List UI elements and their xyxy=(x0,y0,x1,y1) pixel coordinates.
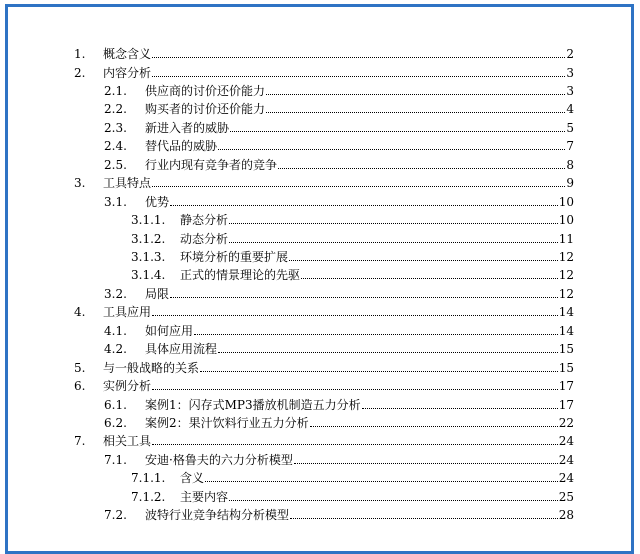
toc-entry-number: 6.2. xyxy=(104,416,127,430)
toc-entry-line xyxy=(145,506,574,524)
toc-entry-title[interactable]: 环境分析的重要扩展 xyxy=(180,249,289,264)
toc-entry-number: 2.3. xyxy=(104,120,127,135)
toc-entry[interactable] xyxy=(8,82,631,100)
toc-dot-leader xyxy=(266,100,565,113)
toc-dot-leader xyxy=(290,506,558,519)
toc-entry-page: 25 xyxy=(558,489,574,504)
toc-entry-page: 22 xyxy=(558,416,574,430)
toc-entry[interactable] xyxy=(8,469,631,487)
toc-entry-title[interactable]: 内容分析 xyxy=(103,65,152,80)
toc-entry-title[interactable]: 主要内容 xyxy=(180,489,229,504)
toc-entry-line xyxy=(145,322,574,340)
toc-dot-leader xyxy=(230,119,565,132)
toc-entry-line xyxy=(145,82,574,100)
toc-dot-leader xyxy=(152,303,558,316)
toc-entry-line xyxy=(180,266,574,284)
toc-dot-leader xyxy=(152,432,558,445)
toc-entry-number: 6. xyxy=(74,379,86,394)
toc-entry[interactable] xyxy=(8,156,631,174)
toc-entry[interactable] xyxy=(8,45,631,63)
toc-entry-number: 3.1. xyxy=(104,194,127,209)
toc-entry[interactable] xyxy=(8,137,631,155)
toc-entry-title[interactable]: 工具特点 xyxy=(103,176,152,191)
toc-entry-number: 2.2. xyxy=(104,102,127,117)
toc-entry-page: 11 xyxy=(558,231,574,246)
toc-entry-line xyxy=(180,230,574,248)
toc-entry-page: 7 xyxy=(566,139,574,154)
toc-entry-title[interactable]: 与一般战略的关系 xyxy=(103,360,200,375)
toc-entry-page: 24 xyxy=(558,471,574,486)
toc-dot-leader xyxy=(310,414,558,427)
toc-entry[interactable] xyxy=(8,100,631,118)
toc-entry-number: 2.1. xyxy=(104,83,127,98)
toc-entry-number: 7.1.1. xyxy=(131,471,166,486)
toc-entry[interactable] xyxy=(8,377,631,395)
toc-entry-title[interactable]: 购买者的讨价还价能力 xyxy=(145,102,266,117)
toc-entry-line xyxy=(103,64,574,82)
toc-entry-number: 7.1. xyxy=(104,452,127,467)
toc-entry-line xyxy=(145,137,574,155)
toc-entry-page: 5 xyxy=(566,120,574,135)
document-frame xyxy=(5,4,634,554)
toc-entry-number: 3.1.3. xyxy=(131,249,166,264)
toc-entry-line xyxy=(145,340,574,358)
toc-entry-line xyxy=(145,156,574,174)
toc-entry-page: 10 xyxy=(558,213,574,227)
toc-entry-page: 17 xyxy=(558,379,574,394)
toc-entry[interactable] xyxy=(8,396,631,414)
toc-entry[interactable] xyxy=(8,303,631,321)
toc-entry-number: 2.4. xyxy=(104,139,127,154)
toc-entry-title[interactable]: 优势 xyxy=(145,194,170,209)
toc-entry-page: 17 xyxy=(558,397,574,412)
toc-entry-page: 3 xyxy=(566,83,574,98)
toc-entry-number: 4.1. xyxy=(104,323,127,338)
toc-entry-page: 12 xyxy=(558,249,574,264)
toc-dot-leader xyxy=(152,174,565,187)
toc-entry-title[interactable]: 静态分析 xyxy=(180,213,229,227)
toc-entry-number: 4. xyxy=(74,305,86,320)
toc-dot-leader xyxy=(218,340,558,353)
toc-entry-title[interactable]: 案例2：果汁饮料行业五力分析 xyxy=(145,416,309,430)
toc-entry-number: 6.1. xyxy=(104,397,127,412)
toc-entry-page: 28 xyxy=(558,508,574,523)
toc-entry-page: 15 xyxy=(558,342,574,357)
toc-entry-line xyxy=(145,451,574,469)
toc-entry-title[interactable]: 实例分析 xyxy=(103,379,152,394)
toc-entry[interactable] xyxy=(8,64,631,82)
toc-entry[interactable] xyxy=(8,266,631,284)
toc-entry-line xyxy=(103,377,574,395)
toc-dot-leader xyxy=(170,285,558,298)
toc-entry[interactable] xyxy=(8,506,631,524)
toc-entry[interactable] xyxy=(8,230,631,248)
toc-entry[interactable] xyxy=(8,174,631,192)
toc-dot-leader xyxy=(218,137,565,150)
toc-entry-line xyxy=(145,285,574,303)
toc-entry[interactable] xyxy=(8,193,631,211)
toc-entry-number: 4.2. xyxy=(104,342,127,357)
toc-entry[interactable] xyxy=(8,432,631,450)
toc-dot-leader xyxy=(362,396,558,409)
toc-entry-page: 3 xyxy=(566,65,574,80)
toc-entry-title[interactable]: 供应商的讨价还价能力 xyxy=(145,83,266,98)
toc-entry-line xyxy=(145,396,574,414)
toc-entry-page: 8 xyxy=(566,157,574,172)
toc-entry-page: 2 xyxy=(566,47,574,61)
toc-entry-page: 12 xyxy=(558,286,574,301)
toc-dot-leader xyxy=(194,322,558,335)
toc-entry-line xyxy=(180,248,574,266)
toc-entry-title[interactable]: 相关工具 xyxy=(103,434,152,449)
toc-entry-number: 2. xyxy=(74,65,86,80)
toc-dot-leader xyxy=(229,488,558,501)
toc-entry-title[interactable]: 案例1：闪存式MP3播放机制造五力分析 xyxy=(145,397,361,412)
toc-entry-line xyxy=(103,174,574,192)
toc-entry-title[interactable]: 正式的情景理论的先驱 xyxy=(180,268,301,283)
toc-entry-number: 3.1.4. xyxy=(131,268,166,283)
toc-entry-line xyxy=(145,119,574,137)
toc-entry-page: 15 xyxy=(558,360,574,375)
toc-entry[interactable] xyxy=(8,119,631,137)
toc-entry-page: 12 xyxy=(558,268,574,283)
toc-entry[interactable] xyxy=(8,414,631,432)
toc-entry-line xyxy=(145,100,574,118)
toc-dot-leader xyxy=(170,193,558,206)
toc-entry-title[interactable]: 局限 xyxy=(145,286,170,301)
toc-entry-line xyxy=(103,303,574,321)
toc-entry-page: 14 xyxy=(558,323,574,338)
toc-entry-number: 3.1.2. xyxy=(131,231,166,246)
toc-entry-title[interactable]: 含义 xyxy=(180,471,205,486)
toc-entry-title[interactable]: 波特行业竞争结构分析模型 xyxy=(145,508,290,523)
toc-dot-leader xyxy=(278,156,565,169)
toc-dot-leader xyxy=(205,469,558,482)
toc-entry-line xyxy=(103,359,574,377)
toc-entry-title[interactable]: 行业内现有竞争者的竞争 xyxy=(145,157,278,172)
toc-entry-number: 5. xyxy=(74,360,86,375)
toc-entry-number: 7.2. xyxy=(104,508,127,523)
toc-entry-page: 9 xyxy=(566,176,574,191)
toc-entry-line xyxy=(145,193,574,211)
toc-entry-page: 24 xyxy=(558,434,574,449)
toc-entry-title[interactable]: 如何应用 xyxy=(145,323,194,338)
toc-dot-leader xyxy=(266,82,565,95)
toc-dot-leader xyxy=(200,359,558,372)
toc-entry-line xyxy=(103,432,574,450)
toc-entry-title[interactable]: 概念含义 xyxy=(103,47,152,61)
toc-entry[interactable] xyxy=(8,451,631,469)
toc-entry[interactable] xyxy=(8,211,631,229)
toc-entry-number: 3.2. xyxy=(104,286,127,301)
toc-entry[interactable] xyxy=(8,285,631,303)
toc-entry-line xyxy=(145,414,574,432)
toc-entry-number: 7.1.2. xyxy=(131,489,166,504)
toc-dot-leader xyxy=(152,45,565,58)
toc-entry-title[interactable]: 具体应用流程 xyxy=(145,342,218,357)
toc-entry-page: 10 xyxy=(558,194,574,209)
toc-entry-number: 2.5. xyxy=(104,157,127,172)
toc-dot-leader xyxy=(294,451,558,464)
toc-entry-line xyxy=(180,469,574,487)
toc-dot-leader xyxy=(152,377,558,390)
toc-entry-number: 1. xyxy=(74,47,86,61)
toc-entry-page: 24 xyxy=(558,452,574,467)
toc-entry-line xyxy=(103,45,574,63)
toc-dot-leader xyxy=(289,248,558,261)
toc-entry-number: 7. xyxy=(74,434,86,449)
toc-entry-title[interactable]: 新进入者的威胁 xyxy=(145,120,230,135)
toc-entry-number: 3. xyxy=(74,176,86,191)
toc-entry-page: 14 xyxy=(558,305,574,320)
toc-entry-title[interactable]: 动态分析 xyxy=(180,231,229,246)
toc-entry-title[interactable]: 工具应用 xyxy=(103,305,152,320)
toc-entry-line xyxy=(180,211,574,229)
toc-dot-leader xyxy=(301,266,558,279)
toc-dot-leader xyxy=(229,211,558,224)
toc-entry-line xyxy=(180,488,574,506)
toc-entry-title[interactable]: 安迪·格鲁夫的六力分析模型 xyxy=(145,452,293,467)
toc-entry[interactable] xyxy=(8,340,631,358)
toc-entry-page: 4 xyxy=(566,102,574,117)
toc-entry[interactable] xyxy=(8,322,631,340)
toc-dot-leader xyxy=(152,64,565,77)
toc-dot-leader xyxy=(229,230,558,243)
toc-entry-number: 3.1.1. xyxy=(131,213,166,227)
toc-entry[interactable] xyxy=(8,488,631,506)
toc-entry[interactable] xyxy=(8,248,631,266)
toc-entry-title[interactable]: 替代品的威胁 xyxy=(145,139,218,154)
toc-entry[interactable] xyxy=(8,359,631,377)
